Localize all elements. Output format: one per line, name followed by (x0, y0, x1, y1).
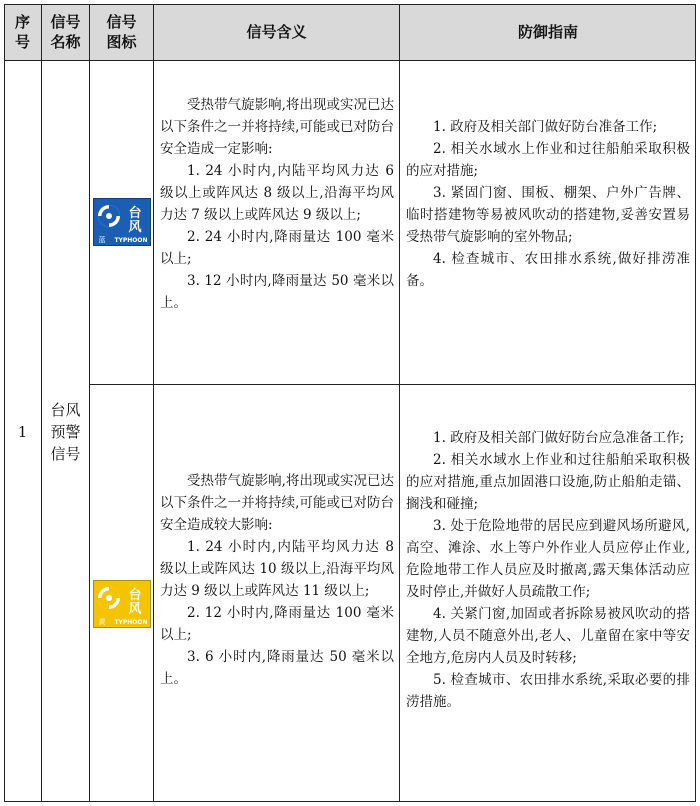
meaning-cell-1 (160, 94, 394, 354)
typhoon-blue-signal-icon (93, 198, 151, 246)
meaning-condition: 1. 24 小时内,内陆平均风力达 6 级以上或阵风达 8 级以上,沿海平均风力达 7 级以上或阵风达 9 级以上; (160, 163, 394, 223)
header-name-line2: 名称 (50, 33, 81, 51)
header-seq-line2: 号 (14, 33, 30, 51)
guide-item: 3. 处于危险地带的居民应到避风场所避风,高空、滩涂、水上等户外作业人员应停止作业,危险地带工作人员应及时撤离,露天集体活动应及时停止,并做好人员疏散工作; (406, 518, 690, 600)
icon-char-1: 台 (128, 588, 142, 603)
col-divider (399, 4, 400, 802)
guide-item: 1. 政府及相关部门做好防台应急准备工作; (433, 430, 685, 446)
icon-char-1: 台 (128, 206, 142, 221)
icon-english-label: TYPHOON (114, 237, 148, 244)
header-name-line1: 信号 (50, 13, 81, 31)
header-icon-line1: 信号 (106, 13, 137, 31)
header-guide-label: 防御指南 (517, 23, 578, 41)
typhoon-yellow-signal-icon (93, 580, 151, 628)
icon-char-2: 风 (128, 220, 142, 235)
header-icon-line2: 图标 (106, 33, 137, 51)
guide-cell-2 (406, 427, 690, 767)
meaning-intro: 受热带气旋影响,将出现或实况已达以下条件之一并将持续,可能或已对防台安全造成一定影响: (160, 97, 394, 157)
guide-item: 4. 关紧门窗,加固或者拆除易被风吹动的搭建物,人员不随意外出,老人、儿童留在家中等安全地方,危房内人员及时转移; (406, 606, 690, 666)
guide-item: 3. 紧固门窗、围板、棚架、户外广告牌、临时搭建物等易被风吹动的搭建物,妥善安置易受热带气旋影响的室外物品; (406, 185, 690, 245)
header-seq-line1: 序 (14, 13, 30, 31)
meaning-condition: 2. 24 小时内,降雨量达 100 毫米以上; (160, 229, 394, 267)
row-divider (89, 384, 696, 385)
header-icon (90, 4, 153, 60)
header-guide (400, 4, 696, 60)
signal-table (4, 4, 696, 802)
guide-item: 2. 相关水域水上作业和过往船舶采取积极的应对措施; (406, 141, 690, 179)
meaning-condition: 2. 12 小时内,降雨量达 100 毫米以上; (160, 605, 394, 643)
header-name (42, 4, 89, 60)
col-divider (153, 4, 154, 802)
meaning-cell-2 (160, 470, 394, 740)
guide-item: 1. 政府及相关部门做好防台准备工作; (433, 119, 658, 135)
header-divider (4, 60, 696, 61)
icon-level-char: 蓝 (98, 236, 106, 244)
guide-cell-1 (406, 116, 690, 346)
meaning-condition: 3. 6 小时内,降雨量达 50 毫米以上。 (160, 649, 394, 687)
header-seq (4, 4, 41, 60)
row-name (42, 61, 89, 802)
header-meaning (154, 4, 399, 60)
icon-english-label: TYPHOON (114, 619, 148, 626)
row-name-line3: 信号 (50, 444, 81, 463)
header-meaning-label: 信号含义 (246, 23, 307, 41)
guide-item: 2. 相关水域水上作业和过往船舶采取积极的应对措施,重点加固港口设施,防止船舶走锚、搁浅和碰撞; (406, 452, 690, 512)
row-name-line2: 预警 (50, 422, 81, 441)
guide-item: 5. 检查城市、农田排水系统,采取必要的排涝措施。 (406, 672, 690, 710)
row-seq-value: 1 (17, 422, 28, 441)
row-name-line1: 台风 (50, 400, 81, 419)
row-seq (4, 61, 41, 802)
icon-char-2: 风 (128, 602, 142, 617)
col-divider (89, 4, 90, 802)
meaning-condition: 3. 12 小时内,降雨量达 50 毫米以上。 (160, 273, 394, 311)
meaning-intro: 受热带气旋影响,将出现或实况已达以下条件之一并将持续,可能或已对防台安全造成较大影响: (160, 473, 394, 533)
meaning-condition: 1. 24 小时内,内陆平均风力达 8 级以上或阵风达 10 级以上,沿海平均风力达 9 级以上或阵风达 11 级以上; (160, 539, 394, 599)
icon-level-char: 黄 (98, 618, 106, 626)
guide-item: 4. 检查城市、农田排水系统,做好排涝准备。 (406, 251, 690, 289)
